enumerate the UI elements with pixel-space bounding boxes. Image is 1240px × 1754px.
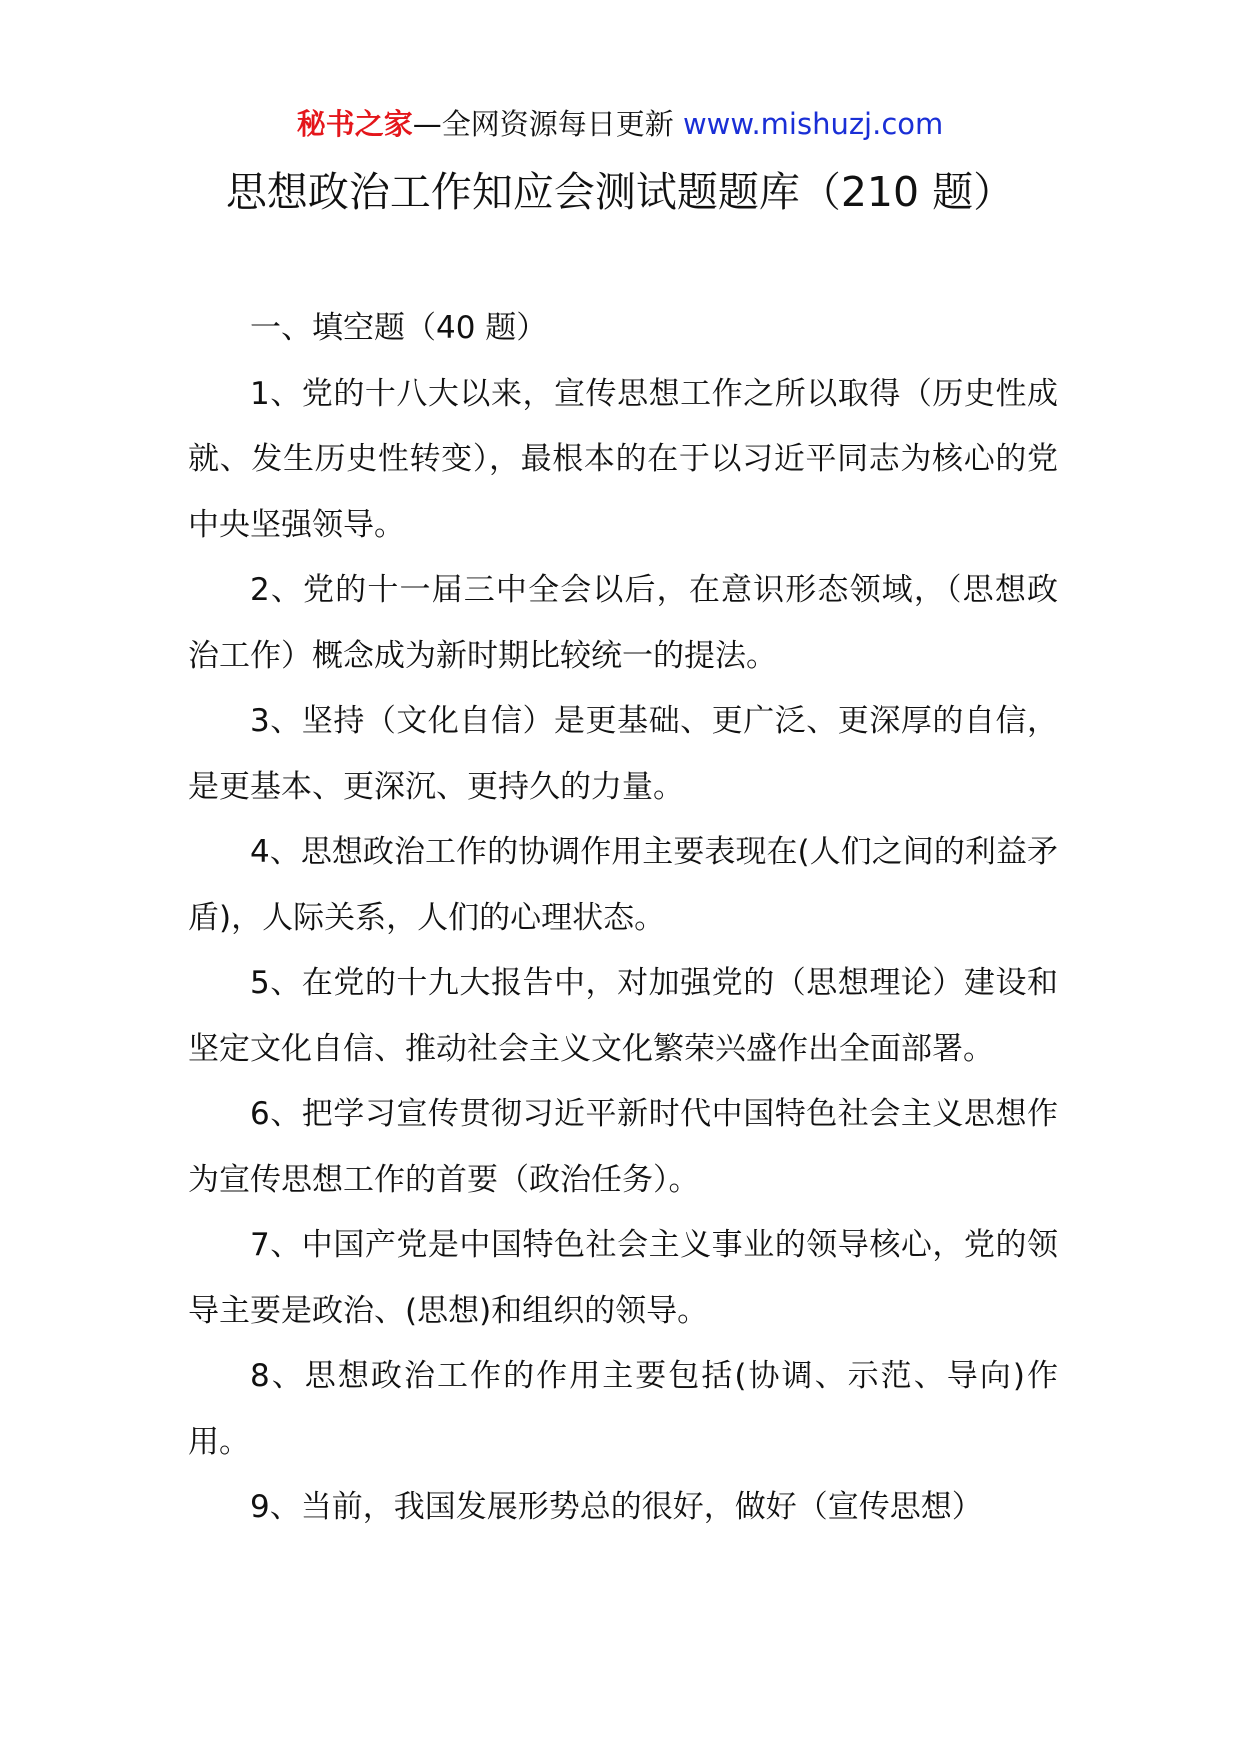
question-item: 3、坚持（文化自信）是更基础、更广泛、更深厚的自信，是更基本、更深沉、更持久的力量。 (188, 703, 1058, 805)
question-item: 8、思想政治工作的作用主要包括(协调、示范、导向)作用。 (188, 1358, 1058, 1460)
header-tagline: —全网资源每日更新 (412, 107, 674, 141)
source-header (0, 100, 1240, 148)
website-link[interactable]: www.mishuzj.com (682, 107, 944, 141)
question-item: 7、中国产党是中国特色社会主义事业的领导核心，党的领导主要是政治、(思想)和组织的领导。 (188, 1227, 1058, 1329)
brand-name: 秘书之家 (296, 107, 413, 141)
page-title: 思想政治工作知应会测试题题库（210 题） (225, 168, 1015, 216)
question-item: 2、党的十一届三中全会以后，在意识形态领域，（思想政治工作）概念成为新时期比较统一的提法。 (188, 572, 1058, 674)
question-item: 9、当前，我国发展形势总的很好，做好（宣传思想） (250, 1489, 983, 1525)
question-item: 5、在党的十九大报告中，对加强党的（思想理论）建设和坚定文化自信、推动社会主义文化繁荣兴盛作出全面部署。 (188, 965, 1058, 1067)
question-item: 6、把学习宣传贯彻习近平新时代中国特色社会主义思想作为宣传思想工作的首要（政治任务）。 (188, 1096, 1058, 1198)
question-item: 1、党的十八大以来，宣传思想工作之所以取得（历史性成就、发生历史性转变），最根本的在于以习近平同志为核心的党中央坚强领导。 (188, 375, 1058, 543)
question-item: 4、思想政治工作的协调作用主要表现在(人们之间的利益矛盾)，人际关系，人们的心理状态。 (188, 834, 1058, 936)
document-body (188, 296, 1058, 1541)
section-heading: 一、填空题（40 题） (250, 310, 548, 346)
